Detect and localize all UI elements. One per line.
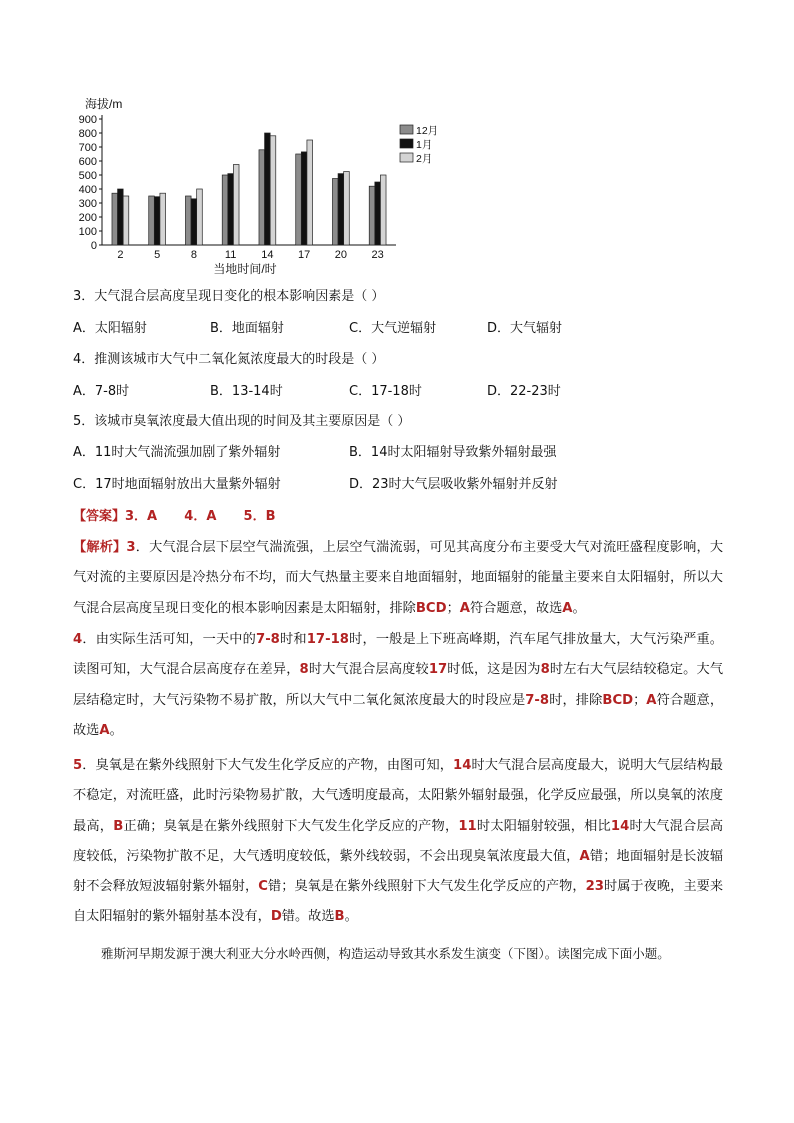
q3-option-b: B．地面辐射 — [210, 321, 284, 336]
bar-8-12月 — [185, 196, 191, 245]
bar-17-1月 — [301, 152, 307, 245]
analysis-q5 — [73, 751, 723, 933]
bar-20-2月 — [344, 172, 350, 246]
y-tick-label: 300 — [78, 198, 97, 210]
answer-label: 【答案】 — [73, 509, 126, 524]
q3-option-a: A．太阳辐射 — [73, 321, 147, 336]
chart-svg — [60, 92, 460, 282]
y-tick-label: 100 — [78, 226, 97, 238]
bar-14-1月 — [265, 133, 271, 245]
bar-23-12月 — [369, 186, 375, 245]
x-tick-label: 2 — [117, 249, 124, 261]
analysis-q3 — [73, 533, 723, 624]
legend-label: 12月 — [416, 125, 439, 137]
legend-swatch-12月 — [400, 125, 413, 134]
bar-5-1月 — [154, 197, 160, 245]
analysis-label: 【解析】 — [73, 540, 127, 555]
x-tick-label: 14 — [261, 249, 274, 261]
q3-option-c: C．大气逆辐射 — [349, 321, 437, 336]
question-5-stem: 5．该城市臭氧浓度最大值出现的时间及其主要原因是（ ） — [73, 414, 411, 429]
x-tick-label: 11 — [224, 249, 237, 261]
y-tick-label: 200 — [78, 212, 97, 224]
legend-swatch-2月 — [400, 153, 413, 162]
bar-17-12月 — [296, 154, 302, 245]
question-4-stem: 4．推测该城市大气中二氧化氮浓度最大的时段是（ ） — [73, 352, 385, 367]
analysis-q5-text: 5．臭氧是在紫外线照射下大气发生化学反应的产物，由图可知，14时大气混合层高度最大，说明大气层结构最不稳定，对流旺盛，此时污染物易扩散，大气透明度最高，太阳紫外辐射最强，化学反应最强，所以臭氧的浓度最高，B正确；臭氧是在紫外线照射下大气发生化学反应的产物，11时太阳辐射较强，相比14时大气混合层高度较低，污染物扩散不足，大气透明度较低，紫外线较弱，不会出现臭氧浓度最大值，A错；地面辐射是长波辐射不会释放短波辐射紫外辐射，C错；臭氧是在紫外线照射下大气发生化学反应的产物，23时属于夜晚，主要来自太阳辐射的紫外辐射基本没有，D错。故选B。 — [73, 758, 724, 925]
answer-text: 3．A 4．A 5．B — [125, 509, 276, 524]
bar-23-2月 — [380, 175, 386, 245]
next-section-intro: 雅斯河早期发源于澳大利亚大分水岭西侧，构造运动导致其水系发生演变（下图）。读图完成下面小题。 — [101, 946, 670, 961]
bar-20-12月 — [332, 179, 338, 246]
bar-2-2月 — [123, 196, 129, 245]
q3-option-d: D．大气辐射 — [487, 321, 563, 336]
legend-swatch-1月 — [400, 139, 413, 148]
q5-option-b: B．14时太阳辐射导致紫外辐射最强 — [349, 445, 557, 460]
x-tick-label: 8 — [190, 249, 197, 261]
bar-8-1月 — [191, 199, 197, 245]
bar-11-12月 — [222, 175, 228, 245]
bar-17-2月 — [307, 140, 313, 245]
answer-line — [73, 507, 276, 527]
bar-14-12月 — [259, 150, 265, 245]
q5-option-a: A．11时大气湍流强加剧了紫外辐射 — [73, 445, 281, 460]
bar-5-12月 — [149, 196, 155, 245]
bar-5-2月 — [160, 193, 166, 245]
q5-option-d: D．23时大气层吸收紫外辐射并反射 — [349, 477, 558, 492]
y-tick-label: 700 — [78, 142, 97, 154]
bar-23-1月 — [375, 182, 381, 245]
y-tick-label: 800 — [78, 128, 97, 140]
x-axis-label: 当地时间/时 — [213, 262, 277, 276]
q5-option-c: C．17时地面辐射放出大量紫外辐射 — [73, 477, 281, 492]
bar-11-1月 — [228, 174, 234, 245]
y-tick-label: 500 — [78, 170, 97, 182]
altitude-bar-chart — [60, 92, 460, 282]
bar-11-2月 — [233, 165, 239, 246]
q4-option-a: A．7-8时 — [73, 384, 130, 399]
q4-option-d: D．22-23时 — [487, 384, 561, 399]
y-tick-label: 400 — [78, 184, 97, 196]
bar-2-12月 — [112, 193, 118, 245]
y-tick-label: 600 — [78, 156, 97, 168]
y-tick-label: 0 — [90, 240, 97, 252]
legend-label: 2月 — [416, 153, 433, 165]
x-tick-label: 5 — [154, 249, 161, 261]
bar-14-2月 — [270, 136, 276, 245]
analysis-q4 — [73, 625, 723, 746]
x-tick-label: 17 — [298, 249, 311, 261]
bar-20-1月 — [338, 174, 344, 245]
analysis-q3-text: 3．大气混合层下层空气湍流强，上层空气湍流弱，可见其高度分布主要受大气对流旺盛程度影响，大气对流的主要原因是冷热分布不均，而大气热量主要来自地面辐射，地面辐射的能量主要来自太阳辐射，所以大气混合层高度呈现日变化的根本影响因素是太阳辐射，排除BCD；A符合题意，故选A。 — [73, 540, 724, 616]
analysis-q4-text: 4．由实际生活可知，一天中的7-8时和17-18时，一般是上下班高峰期，汽车尾气排放量大，大气污染严重。读图可知，大气混合层高度存在差异，8时大气混合层高度较17时低，这是因为8时左右大气层结较稳定。大气层结稳定时，大气污染物不易扩散，所以大气中二氧化氮浓度最大的时段应是7-8时，排除BCD；A符合题意，故选A。 — [73, 632, 724, 738]
q4-option-b: B．13-14时 — [210, 384, 283, 399]
bar-8-2月 — [197, 189, 203, 245]
x-tick-label: 20 — [334, 249, 347, 261]
y-axis-label: 海拔/m — [85, 97, 123, 111]
legend-label: 1月 — [416, 139, 433, 151]
bar-2-1月 — [118, 189, 124, 245]
q4-option-c: C．17-18时 — [349, 384, 422, 399]
question-3-stem: 3．大气混合层高度呈现日变化的根本影响因素是（ ） — [73, 289, 385, 304]
x-tick-label: 23 — [371, 249, 384, 261]
y-tick-label: 900 — [78, 114, 97, 126]
